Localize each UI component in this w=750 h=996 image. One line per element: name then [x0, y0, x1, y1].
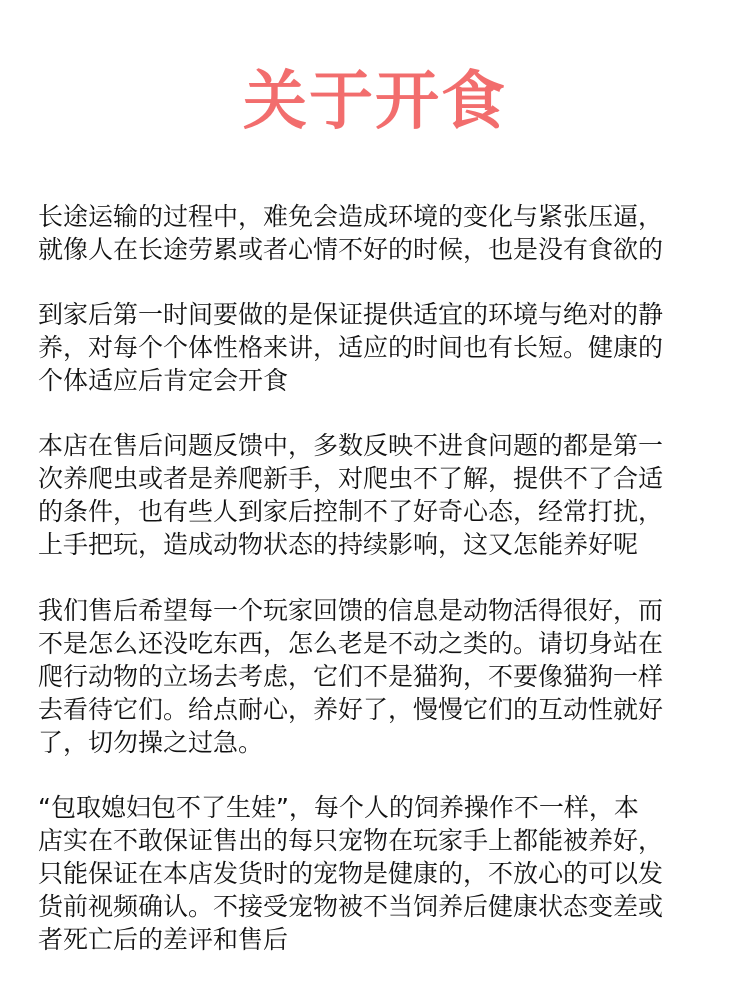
paragraph-line: 不是怎么还没吃东西，怎么老是不动之类的。请切身站在	[38, 629, 664, 658]
paragraph-feedback	[38, 429, 714, 561]
paragraph-line: 了，切勿操之过急。	[38, 728, 264, 757]
paragraph-guarantee	[38, 791, 714, 956]
paragraph-line: 只能保证在本店发货时的宠物是健康的，不放心的可以发	[38, 859, 664, 888]
paragraph-line: 到家后第一时间要做的是保证提供适宜的环境与绝对的静	[38, 300, 664, 329]
paragraph-line: 上手把玩，造成动物状态的持续影响，这又怎能养好呢	[38, 530, 639, 559]
paragraph-line: 个体适应后肯定会开食	[38, 366, 289, 395]
paragraph-line: 长途运输的过程中，难免会造成环境的变化与紧张压逼，	[38, 202, 664, 231]
paragraph-line: 养，对每个个体性格来讲，适应的时间也有长短。健康的	[38, 333, 664, 362]
paragraph-line: 就像人在长途劳累或者心情不好的时候，也是没有食欲的	[38, 235, 664, 264]
paragraph-line: 者死亡后的差评和售后	[38, 925, 289, 954]
paragraph-arrival-environment	[38, 298, 714, 397]
paragraph-line: 爬行动物的立场去考虑，它们不是猫狗，不要像猫狗一样	[38, 662, 664, 691]
paragraph-patience	[38, 594, 714, 759]
paragraph-transport-stress	[38, 200, 714, 266]
paragraph-line: 我们售后希望每一个玩家回馈的信息是动物活得很好，而	[38, 596, 664, 625]
paragraph-line: 本店在售后问题反馈中，多数反映不进食问题的都是第一	[38, 431, 664, 460]
paragraph-line: 店实在不敢保证售出的每只宠物在玩家手上都能被养好，	[38, 826, 664, 855]
paragraph-line: 货前视频确认。不接受宠物被不当饲养后健康状态变差或	[38, 892, 664, 921]
paragraph-line: 去看待它们。给点耐心，养好了，慢慢它们的互动性就好	[38, 695, 664, 724]
paragraph-line: 次养爬虫或者是养爬新手，对爬虫不了解，提供不了合适	[38, 464, 664, 493]
page-title: 关于开食	[243, 65, 507, 139]
paragraph-line: 的条件，也有些人到家后控制不了好奇心态，经常打扰，	[38, 497, 664, 526]
paragraph-line: “包取媳妇包不了生娃”，每个人的饲养操作不一样，本	[38, 793, 639, 822]
